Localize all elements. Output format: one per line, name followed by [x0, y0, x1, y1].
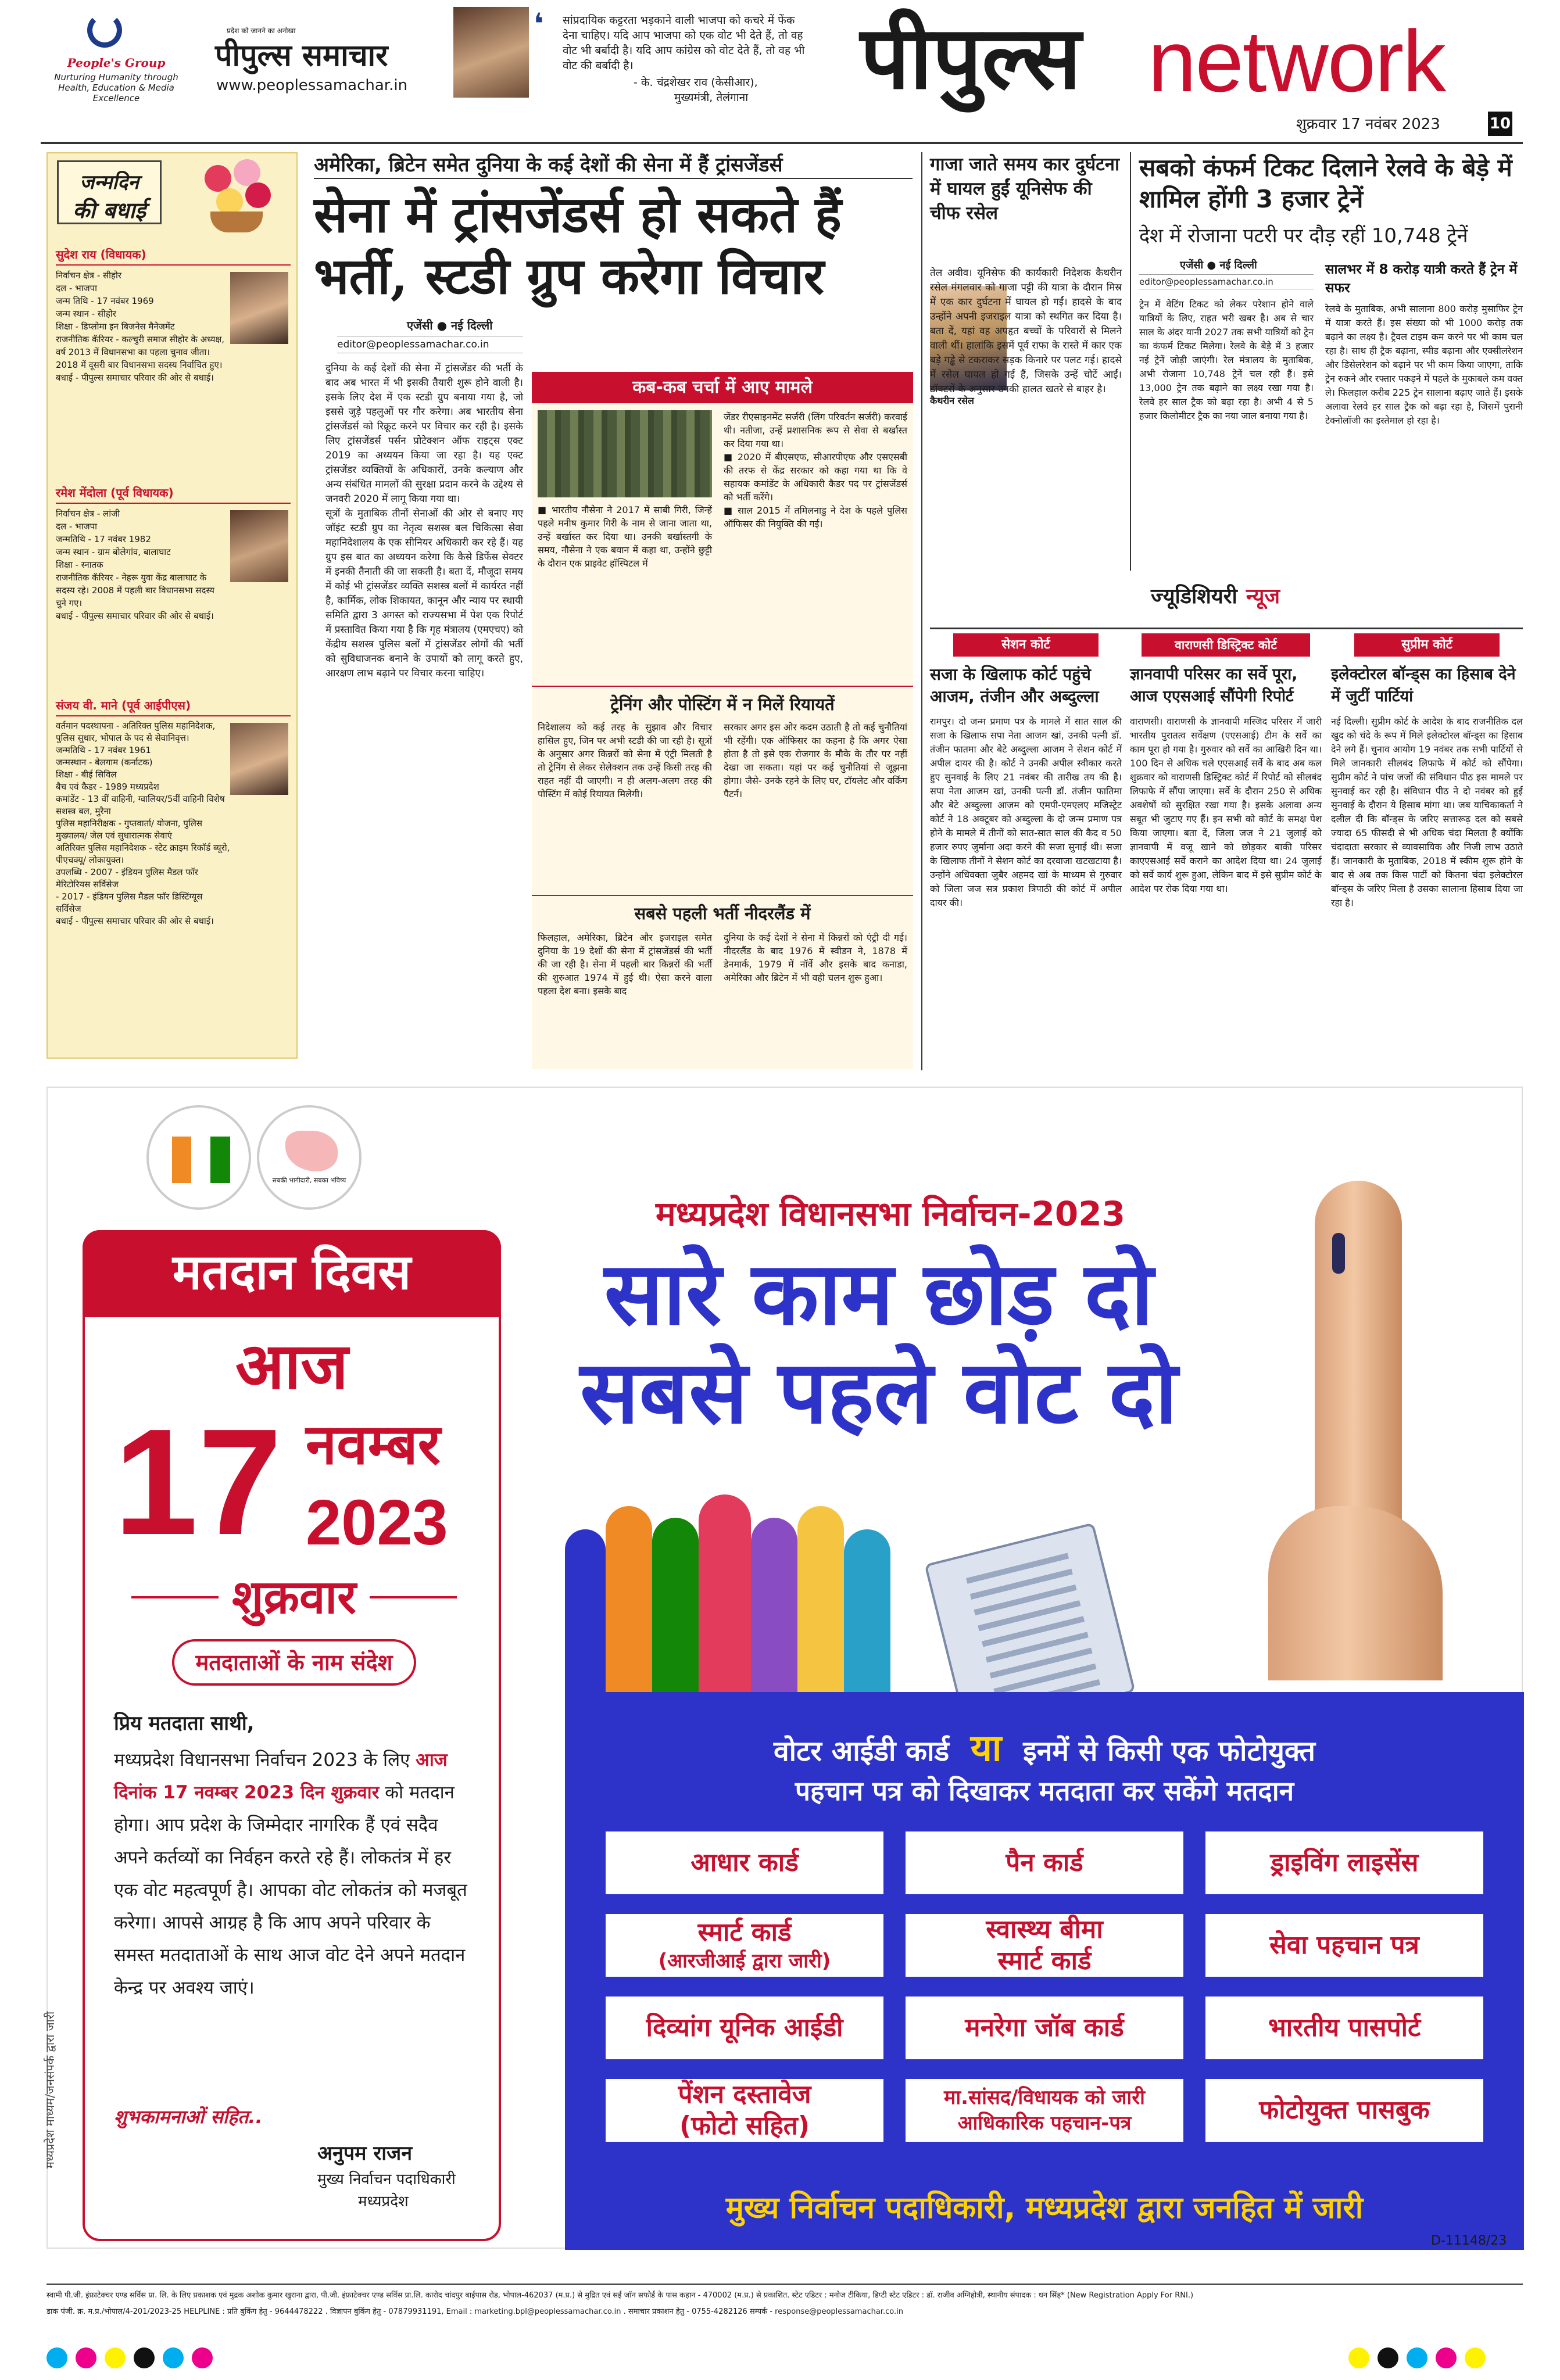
page-number: 10: [1488, 112, 1512, 136]
person-details: निर्वाचन क्षेत्र - लांजी दल - भाजपा जन्मतिथि - 17 नवंबर 1982 जन्म स्थान - ग्राम बोलेगांव, बालाघाट शिक्षा - स्नातक राजनीतिक कॅरियर - नेहरू युवा केंद्र बालाघाट के सदस्य रहे। 2008 में पहली बार विधानसभा सदस्य चुने गए। बधाई - पीपुल्स समाचार परिवार की ओर से बधाई।: [56, 508, 214, 621]
person-photo: [230, 723, 288, 795]
court-headline: ज्ञानवापी परिसर का सर्वे पूरा, आज एएसआई सौंपेगी रिपोर्ट: [1130, 665, 1298, 705]
weekday-ribbon: [131, 1569, 457, 1625]
samachar-url: www.peoplessamachar.in: [216, 77, 408, 94]
birthday-title-1: जन्मदिन: [79, 171, 139, 194]
id-option: स्मार्ट कार्ड (आरजीआई द्वारा जारी): [606, 1914, 883, 1977]
side-release-text: मध्यप्रदेश माध्यम/जनसंपर्क द्वारा जारी: [43, 2011, 57, 2168]
id-options-panel: [565, 1692, 1524, 2250]
slogan-2: सबसे पहले वोट दो: [579, 1342, 1178, 1443]
year-label: 2023: [306, 1487, 448, 1558]
id-option: फोटोयुक्त पासबुक: [1205, 2079, 1483, 2142]
court-name: सुप्रीम कोर्ट: [1401, 637, 1452, 652]
court-headline: इलेक्टोरल बॉन्ड्स का हिसाब देने में जुटीं पार्टियां: [1331, 665, 1516, 705]
rail-sub: देश में रोजाना पटरी पर दौड़ रहीं 10,748 ट्रेनें: [1139, 224, 1468, 248]
brand-hindi: पीपुल्स: [860, 6, 1082, 109]
birthday-person-1: [56, 246, 291, 467]
quote-mark-icon: ❛: [534, 7, 544, 41]
id-option: मनरेगा जॉब कार्ड: [906, 1997, 1183, 2059]
court-body: वाराणसी। वाराणसी के ज्ञानवापी मस्जिद परिसर में जारी भारतीय पुरातत्व सर्वेक्षण (एएसआई) टीम के सर्वे का काम पूरा हो गया है। गुरुवार को सर्वे का आखिरी दिन था। 100 दिन से अधिक चले एएसआई सर्वे के बाद अब कल शुक्रवार को वाराणसी डिस्ट्रिक्ट कोर्ट में रिपोर्ट को सीलबंद लिफाफे में सौंपा जाएगा। सर्वे के दौरान 250 से अधिक अवशेषों को सुरक्षित रखा गया है। इसके अलावा अन्य सबूत भी जुटाए गए हैं। इन सभी को कोर्ट के समक्ष पेश किया जाएगा। बता दें, जिला जज ने 21 जुलाई को ज्ञानवापी में वजू खाने को छोड़कर बाकी परिसर काएएसआई सर्वे कराने का आदेश दिया था। 24 जुलाई को सर्वे कार्य शुरू हुआ, लेकिन बाद में इसे सुप्रीम कोर्ट के आदेश पर रोक दिया गया था।: [1130, 716, 1322, 894]
letter-greeting: प्रिय मतदाता साथी,: [114, 1712, 255, 1735]
message-label: मतदाताओं के नाम संदेश: [172, 1639, 416, 1686]
letter-highlight: आज दिनांक 17 नवम्बर 2023 दिन शुक्रवार: [114, 1750, 448, 1803]
issue-date: शुक्रवार 17 नवंबर 2023: [1296, 116, 1440, 133]
voter-line-1c: इनमें से किसी एक फोटोयुक्त: [1023, 1735, 1315, 1768]
imprint-line-2: डाक पंजी. क्र. म.प्र./भोपाल/4-201/2023-25 HELPLINE : प्रति बुकिंग हेतु - 9644478222 . विज्ञापन बुकिंग हेतु - 07879931191, Email : marketing.bpl@peoplessamachar.co.in . समाचार प्रकाशन हेतु - 0755-4282126 सम्पर्क - response@peoplessamachar.co.in: [46, 2307, 903, 2316]
court-body: रामपुर। दो जन्म प्रमाण पत्र के मामले में सात साल की सजा के खिलाफ सपा नेता आजम खां, उनकी पत्नी डॉ. तंजीन फातमा और बेटे अब्दुल्ला आजम ने सेशन कोर्ट में अपील दायर की है। कोर्ट ने उनकी अपील स्वीकार करते हुए सुनवाई के लिए 21 नवंबर की तारीख तय की है। सपा नेता आजम खां, उनकी पत्नी डॉ. तंजीन फातिमा और बेटे अब्दुल्ला आजम को एमपी-एमएलए मजिस्ट्रेट कोर्ट ने 18 अक्टूबर को अब्दुल्ला के दो जन्म प्रमाण पत्र होने के मामले में तीनों को सात-सात साल की कैद व 50 हजार रुपए जुर्माना अदा करने की सजा सुनाई थी। सजा के खिलाफ तीनों ने सेशन कोर्ट का दरवाजा खटखटाया है। उन्होंने अधिवक्ता जुबैर अहमद खां के माध्यम से गुरुवार को जिला जज सत्र प्रकाश त्रिपाठी की कोर्ट में अपील दायर की।: [930, 716, 1122, 908]
lead-kicker: अमेरिका, ब्रिटेन समेत दुनिया के कई देशों की सेना में हैं ट्रांसजेंडर्स: [314, 152, 913, 179]
rail-byline: एजेंसी ● नई दिल्ली: [1180, 259, 1257, 271]
cases-col2: जेंडर रीएसाइनमेंट सर्जरी (लिंग परिवर्तन सर्जरी) करवाई थी। नतीजा, उन्हें प्रशासनिक रूप से सेवा से बर्खास्त कर दिया गया था। ■ 2020 में बीएसएफ, सीआरपीएफ और एसएसबी की तरफ से केंद्र सरकार को कहा गया था कि वे सहायक कमांडेंट के अधिकारी कैडर पद पर ट्रांसजेंडर्स को भर्ती करेंगे। ■ साल 2015 में तमिलनाडु ने देश के पहले पुलिस ऑफिसर की नियुक्ति की गई।: [724, 411, 907, 529]
letter-body: [114, 1744, 474, 2004]
cases-title: कब-कब चर्चा में आए मामले: [532, 372, 913, 403]
election-ad: [43, 1087, 1523, 2249]
polling-day-title: मतदान दिवस: [172, 1243, 412, 1300]
quote-role: मुख्यमंत्री, तेलंगाना: [674, 91, 749, 104]
brand-latin: network: [1148, 12, 1445, 110]
signatory-role-2: मध्यप्रदेश: [358, 2193, 409, 2210]
rail-email: editor@peoplessamachar.co.in: [1139, 274, 1314, 289]
kcr-photo: [453, 7, 529, 98]
imprint: [46, 2284, 1523, 2330]
rail-body: ट्रेन में वेटिंग टिकट को लेकर परेशान होने वाले यात्रियों के लिए, राहत भरी खबर है। अब से चार साल के अंदर यानी 2027 तक सभी यात्रियों को ट्रेन का कंफर्म टिकट मिलेगा। रेलवे के बेड़े में 3 हजार नई ट्रेनें जोड़ी जाएंगी। रेल मंत्रालय के मुताबिक, अभी रोजाना 10,748 ट्रेनें चल रही हैं। इसे 13,000 ट्रेन तक बढ़ाने का लक्ष्य रखा गया है। रेलवे हर साल ट्रैक को बढ़ा रहा है। अभी 4 से 5 हजार किलोमीटर ट्रैक का नया जाल बनाया गया है।: [1139, 299, 1314, 421]
id-option: स्वास्थ्य बीमा स्मार्ट कार्ड: [906, 1914, 1183, 1977]
polling-day-box: [83, 1230, 501, 2241]
id-option: पैन कार्ड: [906, 1831, 1183, 1894]
court-tag: [1354, 633, 1500, 657]
id-option: ड्राइविंग लाइसेंस: [1205, 1831, 1483, 1894]
judiciary-rule: [930, 628, 1523, 629]
judiciary-label-1: ज्यूडिशियरी: [1151, 585, 1237, 608]
birthday-person-2: [56, 485, 291, 682]
birthday-title-box: [57, 160, 162, 224]
samachar-name: पीपुल्स समाचार: [215, 38, 388, 73]
quote-author: - के. चंद्रशेखर राव (केसीआर),: [634, 76, 758, 89]
court-tag: [1142, 633, 1310, 657]
column-rule: [921, 152, 922, 1070]
id-option: भारतीय पासपोर्ट: [1205, 1997, 1483, 2059]
voter-line-2: पहचान पत्र को दिखाकर मतदाता कर सकेंगे मतदान: [795, 1775, 1294, 1806]
group-name: People's Group: [67, 56, 166, 70]
lead-headline-1: सेना में ट्रांसजेंडर्स हो सकते हैं: [314, 185, 842, 244]
soldiers-photo: [538, 410, 712, 497]
ad-code: D-11148/23: [1431, 2234, 1507, 2248]
signatory-role-1: मुख्य निर्वाचन पदाधिकारी: [317, 2171, 456, 2188]
lead-body: दुनिया के कई देशों की सेना में ट्रांसजेंडर की भर्ती के बाद अब भारत में भी इसकी तैयारी शुरू होने वाली है। इसके लिए देश में एक स्टडी ग्रुप बनाया गया है, जो इससे जुड़े पहलुओं पर गौर करेगा। अब भारतीय सेना ट्रांसजेंडर्स को रिक्रूट करने पर विचार कर रही है। इसके लिए ट्रांसजेंडर्स पर्सन प्रोटेक्शन ऑफ राइट्स एक्ट 2019 का अध्ययन किया जा रहा है। यह एक्ट ट्रांसजेंडर व्यक्तियों के अधिकारों, उनके कल्याण और अन्य संबंधित मामलों की सुरक्षा प्रदान करने के उद्देश्य से जनवरी 2020 में लागू किया गया था। सूत्रों के मुताबिक तीनों सेनाओं की ओर से बनाए गए जॉइंट स्टडी ग्रुप का नेतृत्व सशस्त्र बल चिकित्सा सेवा महानिदेशालय के एक सीनियर अधिकारी कर रहे हैं। यह ग्रुप इस बात का अध्ययन करेगा कि कैसे डिफेंस सेक्टर में इनकी तैनाती की जा सकती है। बता दें, मौजूदा समय में कोई भी ट्रांसजेंडर व्यक्ति सशस्त्र बलों में कार्यरत नहीं है, कार्मिक, लोक शिकायत, कानून और न्याय पर स्थायी समिति द्वारा 3 अगस्त को राज्यसभा में पेश एक रिपोर्ट में प्रस्तावित किया गया है कि गृह मंत्रालय (एमएचए) को केंद्रीय सशस्त्र पुलिस बलों में ट्रांसजेंडर लोगों की भर्ती को सुविधाजनक बनाने के उपायों को लागू करते हुए, आरक्षण लाभ बढ़ाने पर विचार करना चाहिए।: [325, 363, 523, 679]
court-tag: [953, 633, 1099, 657]
id-option: मा.सांसद/विधायक को जारी आधिकारिक पहचान-पत्र: [906, 2079, 1183, 2142]
slogan-1: सारे काम छोड़ दो: [604, 1243, 1154, 1345]
birthday-column: [46, 152, 298, 1059]
election-title: मध्यप्रदेश विधानसभा निर्वाचन-2023: [656, 1194, 1125, 1234]
training-head: ट्रेनिंग और पोस्टिंग में न मिलें रियायतें: [532, 686, 913, 715]
rail-box-body: रेलवे के मुताबिक, अभी सालाना 800 करोड़ मुसाफिर ट्रेन में यात्रा करते हैं। इस संख्या को भी 1000 करोड़ तक बढ़ाने का लक्ष्य है। ट्रैवल टाइम कम करने पर भी काम चल रहा है। साथ ही ट्रैक बढ़ाना, स्पीड बढ़ाना और एक्सीलरेशन और डिसेलरेशन को बढ़ाने पर भी काम किया जाएगा, ताकि ट्रेन रुकने और रफ्तार पकड़ने में पहले के मुकाबले कम वक्त ले। फिलहाल करीब 225 ट्रेन सालाना बढ़ाए जाते हैं। इसके अलावा रेलवे हर साल ट्रैक को बढ़ा रहा है, जिसमें पुरानी टेक्नोलॉजी का इस्तेमाल हो रहा है।: [1325, 303, 1523, 426]
aaj-label: आज: [235, 1329, 349, 1403]
masthead: [0, 0, 1560, 145]
id-option: सेवा पहचान पत्र: [1205, 1914, 1483, 1977]
masthead-rule: [41, 142, 1523, 144]
voter-line-1b: या: [970, 1727, 1002, 1770]
person-photo: [230, 510, 288, 582]
person-name: संजय वी. माने (पूर्व आईपीएस): [56, 697, 291, 716]
month-label: नवम्बर: [306, 1412, 441, 1477]
birthday-person-3: [56, 697, 291, 1052]
weekday-label: शुक्रवार: [219, 1569, 370, 1625]
rail-box-head: सालभर में 8 करोड़ यात्री करते हैं ट्रेन में सफर: [1325, 262, 1518, 296]
eci-logo-icon: [146, 1105, 251, 1210]
court-headline: सजा के खिलाफ कोर्ट पहुंचे आजम, तंजीन और अब्दुल्ला: [930, 665, 1099, 706]
mp-map-logo-icon: [257, 1105, 362, 1210]
signatory: अनुपम राजन: [317, 2142, 413, 2165]
kcr-quote: सांप्रदायिक कट्टरता भड़काने वाली भाजपा को कचरे में फेंक देना चाहिए। यदि आप भाजपा को एक वोट भी देते हैं, तो वह वोट भी बर्बादी है। यदि आप कांग्रेस को वोट देते हैं, तो वह भी वोट की बर्बादी है।: [563, 14, 805, 72]
column-rule: [1130, 152, 1131, 571]
id-option: पेंशन दस्तावेज (फोटो सहित): [606, 2079, 883, 2142]
court-col-2: [1130, 633, 1322, 1069]
letter-closing: शुभकामनाओं सहित..: [114, 2106, 263, 2128]
court-name: वाराणसी डिस्ट्रिक्ट कोर्ट: [1175, 638, 1277, 652]
id-option: आधार कार्ड: [606, 1831, 883, 1894]
lead-headline-2: भर्ती, स्टडी ग्रुप करेगा विचार: [314, 247, 824, 306]
judiciary-label-2: न्यूज: [1246, 585, 1280, 608]
person-name: सुदेश राय (विधायक): [56, 246, 291, 266]
lead-byline: एजेंसी ● नई दिल्ली: [407, 318, 493, 332]
court-body: नई दिल्ली। सुप्रीम कोर्ट के आदेश के बाद राजनीतिक दल खुद को चंदे के रूप में मिले इलेक्टोरल बॉन्ड्स का हिसाब देने लगे हैं। चुनाव आयोग 19 नवंबर तक सभी पार्टियों से मिले जानकारी सीलबंद लिफाफे में कोर्ट को सौंपेगा। सुप्रीम कोर्ट ने पांच जजों की संविधान पीठ इस मामले पर सुनवाई कर रही है। संविधान पीठ ने दो नवंबर को हुई सुनवाई के दौरान ये हिसाब मांगा था। जब याचिकाकर्ता ने दलील दी कि बॉन्ड्स के जरिए सत्तारूढ़ दल को सबसे ज्यादा 65 फीसदी से भी अधिक चंदा मिलता है क्योंकि चंदादाता सरकार से व्यावसायिक और निजी लाभ उठाते हैं। जानकारी के मुताबिक, 2018 में स्कीम शुरू होने के बाद से अब तक किस पार्टी को कितना चंदा इलेक्टोरल बॉन्ड्स के जरिए मिला है उसका सालाना हिसाब दिया जा रहा है।: [1331, 716, 1523, 908]
flower-bouquet-icon: [193, 159, 280, 235]
russell-caption: कैथरीन रसेल: [930, 395, 974, 406]
person-details: निर्वाचन क्षेत्र - सीहोर दल - भाजपा जन्म तिथि - 17 नवंबर 1969 जन्म स्थान - सीहोर शिक्षा - डिप्लोमा इन बिजनेस मैनेजमेंट राजनीतिक कॅरियर - कल्चुरी समाज सीहोर के अध्यक्ष, वर्ष 2013 में विधानसभा का पहला चुनाव जीता। 2018 में दूसरी बार विधानसभा सदस्य निर्वाचित हुए। बधाई - पीपुल्स समाचार परिवार की ओर से बधाई।: [56, 270, 225, 383]
mp-caption: सबकी भागीदारी, सबका भविष्य: [272, 1177, 346, 1184]
voter-line-1: [565, 1721, 1524, 1772]
cases-bullets: ■ भारतीय नौसेना ने 2017 में साबी गिरी, जिन्हें पहले मनीष कुमार गिरी के नाम से जाना जाता था, उन्हें बर्खास्त कर दिया था। उनकी बर्खास्तगी के समय, नौसेना ने एक बयान में कहा था, उन्होंने छुट्टी के दौरान एक प्राइवेट हॉस्पिटल में: [538, 504, 712, 569]
training-col1: निदेशालय को कई तरह के सुझाव और विचार हासिल हुए, जिन पर अभी स्टडी की जा रही है। सूत्रों के अनुसार अगर किन्नरों को सेना में एंट्री मिलती है तो ट्रेनिंग से लेकर सेलेक्शन तक उन्हें किसी तरह की राहत नहीं दी जाएगी। न ही अलग-अलग तरह की पोस्टिंग में कोई रियायत मिलेगी।: [538, 722, 712, 800]
letter-line-1: मध्यप्रदेश विधानसभा निर्वाचन 2023 के लिए: [114, 1750, 410, 1770]
day-number: 17: [114, 1398, 282, 1567]
training-col2: सरकार अगर इस ओर कदम उठाती है तो कई चुनौतियां भी रहेंगी। एक ऑफिसर का कहना है कि अगर ऐसा होता है तो इसे एक रोजगार के मौके के तौर पर नहीं देखा जा सकता। यहां पर कई चुनौतियां से जूझना होगा। जैसे- उनके रहने के लिए घर, टॉयलेट और वर्किंग पैटर्न।: [724, 722, 907, 800]
peoples-group-logo-icon: [87, 13, 122, 48]
polling-day-banner: [83, 1230, 501, 1317]
person-name: रमेश मेंदोला (पूर्व विधायक): [56, 485, 291, 504]
voter-line-1a: वोटर आईडी कार्ड: [773, 1735, 950, 1768]
letter-line-2: को मतदान होगा। आप प्रदेश के जिम्मेदार नागरिक हैं एवं सदैव अपने कर्तव्यों का निर्वहन करते रहे हैं। लोकतंत्र में हर एक वोट महत्वपूर्ण है। आपका वोट लोकतंत्र को मजबूत करेगा। आपसे आग्रह है कि आप अपने परिवार के समस्त मतदाताओं के साथ आज वोट देने अपने मतदान केन्द्र पर अवश्य जाएं।: [114, 1782, 467, 1998]
unicef-body: तेल अवीव। यूनिसेफ की कार्यकारी निदेशक कैथरीन रसेल मंगलवार को गाजा पट्टी की यात्रा के दौरान मिस्र में एक कार दुर्घटना में घायल हो गईं। हादसे के बाद उन्होंने अपनी इजराइल यात्रा को स्थगित कर दिया है। बता दें, यहां वह अपहृत बच्चों के परिवारों से मिलने वाली थीं। हालांकि इसमें पूर्व राफा के रास्ते में कार एक बड़े गड्ढे से टकराकर सड़क किनारे पर पलट गई। हादसे में रसेल घायल हो गई हैं, जिसके उन्हें चोटें आईं। डॉक्टरों के अनुसार उनकी हालत खतरे से बाहर है।: [930, 267, 1122, 395]
samachar-kicker: प्रदेश को जानने का अनोखा: [227, 27, 296, 35]
inked-finger-icon: [1268, 1157, 1443, 1680]
rail-headline: सबको कंफर्म टिकट दिलाने रेलवे के बेड़े में शामिल होंगी 3 हजार ट्रेनें: [1139, 153, 1512, 213]
judiciary-label: [1139, 581, 1523, 616]
group-tagline: Nurturing Humanity through Health, Education & Media Excellence: [54, 72, 178, 103]
cases-box: [532, 372, 913, 1069]
color-register-marks: [1348, 2347, 1523, 2371]
person-details: वर्तमान पदस्थापना - अतिरिक्त पुलिस महानिदेशक, पुलिस सुधार, भोपाल के पद से सेवानिवृत्त। जन्मतिथि - 17 नवंबर 1961 जन्मस्थान - बेलगाम (कर्नाटक) शिक्षा - बीई सिविल बैच एवं कैडर - 1989 मध्यप्रदेश कमांडेंट - 13 वीं वाहिनी, ग्वालियर/5वीं वाहिनी विशेष सशस्त्र बल, मुरैना पुलिस महानिरीक्षक - गुप्तवार्ता/ योजना, पुलिस मुख्यालय/ जेल एवं सुधारात्मक सेवाएं अतिरिक्त पुलिस महानिदेशक - स्टेट क्राइम रिकॉर्ड ब्यूरो, पीएचक्यू/ लोकायुक्त। उपलब्धि - 2007 - इंडियन पुलिस मैडल फॉर मेरिटोरियस सर्विसेज - 2017 - इंडियन पुलिस मैडल फॉर डिस्टिंग्यूस सर्विसेज बधाई - पीपुल्स समाचार परिवार की ओर से बधाई।: [56, 721, 230, 926]
imprint-line-1: स्वामी पी.जी. इंफ्राटेक्चर एण्ड सर्विस प्रा. लि. के लिए प्रकाशक एवं मुद्रक अशोक कुमार खुराना द्वारा, पी.जी. इंफ्राटेक्चर एण्ड सर्विस प्रा.लि. कारोद चांदपुर बाईपास रोड, भोपाल-462037 (म.प्र.) से मुद्रित एवं सई जॉन सफोर्ड के पास कहान - 470002 (म.प्र.) से प्रकाशित. स्टेट एडिटर : मनोज टीकिया, डिप्टी स्टेट एडिटर : डॉ. राजीव अग्निहोत्री, स्थानीय संपादक : धन सिंह* (New Registration Apply For RNI.): [46, 2291, 1194, 2300]
court-col-1: [930, 633, 1122, 1069]
ad-footer: मुख्य निर्वाचन पदाधिकारी, मध्यप्रदेश द्वारा जनहित में जारी: [725, 2191, 1364, 2225]
person-photo: [230, 272, 288, 344]
lead-email: editor@peoplessamachar.co.in: [337, 336, 523, 353]
court-name: सेशन कोर्ट: [1001, 637, 1050, 652]
first-col1: फिलहाल, अमेरिका, ब्रिटेन और इजराइल समेत दुनिया के 19 देशों की सेना में ट्रांसजेंडर्स की भर्ती की जा रही है। सेना में पहली बार किन्नरों की भर्ती की शुरुआत 1974 में हुई थी। ऐसा करने वाला पहला देश बना। इसके बाद: [538, 932, 712, 997]
first-col2: दुनिया के कई देशों ने सेना में किन्नरों को एंट्री दी गई। नीदरलैंड के बाद 1976 में स्वीडन ने, 1878 में डेनमार्क, 1979 में नॉर्वे और इसके बाद कनाडा, अमेरिका और ब्रिटेन में भी वही चलन शुरू हुआ।: [724, 932, 907, 983]
id-option: दिव्यांग यूनिक आईडी: [606, 1997, 883, 2059]
first-head: सबसे पहली भर्ती नीदरलैंड में: [532, 895, 913, 924]
unicef-headline: गाजा जाते समय कार दुर्घटना में घायल हुईं यूनिसेफ की चीफ रसेल: [930, 154, 1120, 224]
id-options-grid: [606, 1831, 1483, 2142]
court-col-3: [1331, 633, 1523, 1069]
birthday-title-2: की बधाई: [73, 198, 146, 223]
color-register-marks: [46, 2347, 291, 2371]
